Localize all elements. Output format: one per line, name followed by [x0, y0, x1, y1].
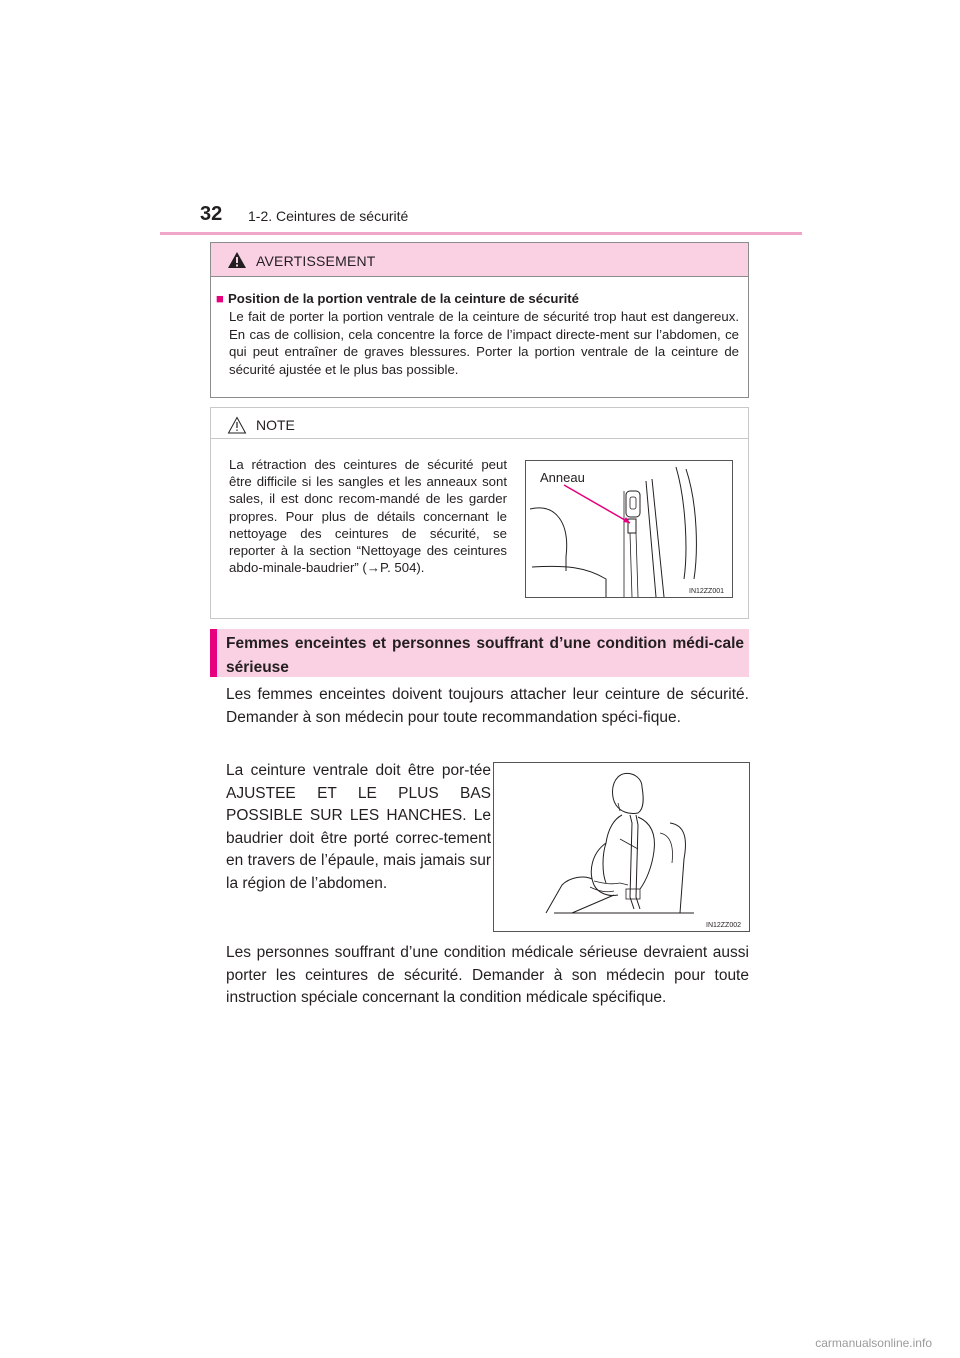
header-rule	[160, 232, 802, 235]
figure-code-1: IN12ZZ001	[689, 588, 725, 595]
warning-label: AVERTISSEMENT	[256, 253, 376, 269]
warning-header	[211, 243, 748, 277]
note-label: NOTE	[256, 417, 295, 433]
warning-item-title	[216, 291, 579, 306]
section-heading-box	[210, 629, 749, 677]
paragraph-2: La ceinture ventrale doit être por-tée AJUSTEE ET LE PLUS BAS POSSIBLE SUR LES HANCHES. Le baudrier doit être porté correc-tement en travers de l’épaule, mais jamais sur la région de l’abdomen.	[226, 762, 491, 892]
square-bullet-icon: ■	[216, 291, 224, 306]
seatbelt-ring-illustration	[525, 460, 733, 598]
pregnant-woman-seatbelt-illustration	[493, 762, 750, 932]
watermark: carmanualsonline.info	[815, 1336, 932, 1350]
paragraph-1: Les femmes enceintes doivent toujours attacher leur ceinture de sécurité. Demander à son médecin pour toute recommandation spéci-fique.	[226, 686, 749, 726]
page-number: 32	[200, 203, 223, 225]
warning-box	[210, 242, 749, 398]
figure-label-ring: Anneau	[540, 470, 585, 485]
section-title: 1-2. Ceintures de sécurité	[248, 208, 409, 224]
pregnant-woman-drawing	[494, 763, 749, 931]
note-body: La rétraction des ceintures de sécurité peut être difficile si les sangles et les anneaux sont sales, il est donc recom-mandé de les garder propres. Pour plus de détails concernant le nettoyage des ceintures de sécurité, se reporter à la section “Nettoyage des ceintures abdo-minale-baudrier” (→P. 504).	[229, 457, 507, 576]
note-triangle-icon	[227, 416, 247, 434]
paragraph-3: Les personnes souffrant d’une condition médicale sérieuse devraient aussi porter les ceintures de sécurité. Demander à son médecin pour toute instruction spéciale concernant la condition médicale spécifique.	[226, 944, 749, 1006]
note-header	[211, 408, 748, 439]
section-heading-bar	[210, 629, 217, 677]
figure-code-2: IN12ZZ002	[706, 922, 742, 929]
warning-item-title-text: Position de la portion ventrale de la ceinture de sécurité	[227, 291, 579, 306]
warning-triangle-icon	[227, 251, 247, 269]
warning-body: Le fait de porter la portion ventrale de la ceinture de sécurité trop haut est dangereux. En cas de collision, cela concentre la force de l’impact directe-ment sur l’abdomen, ce qui peut entraîner de graves blessures. Porter la portion ventrale de la ceinture de sécurité ajustée et le plus bas possible.	[229, 309, 739, 377]
seatbelt-ring-drawing	[526, 461, 732, 597]
note-box	[210, 407, 749, 619]
section-heading: Femmes enceintes et personnes souffrant d’une condition médi-cale sérieuse	[226, 635, 744, 676]
